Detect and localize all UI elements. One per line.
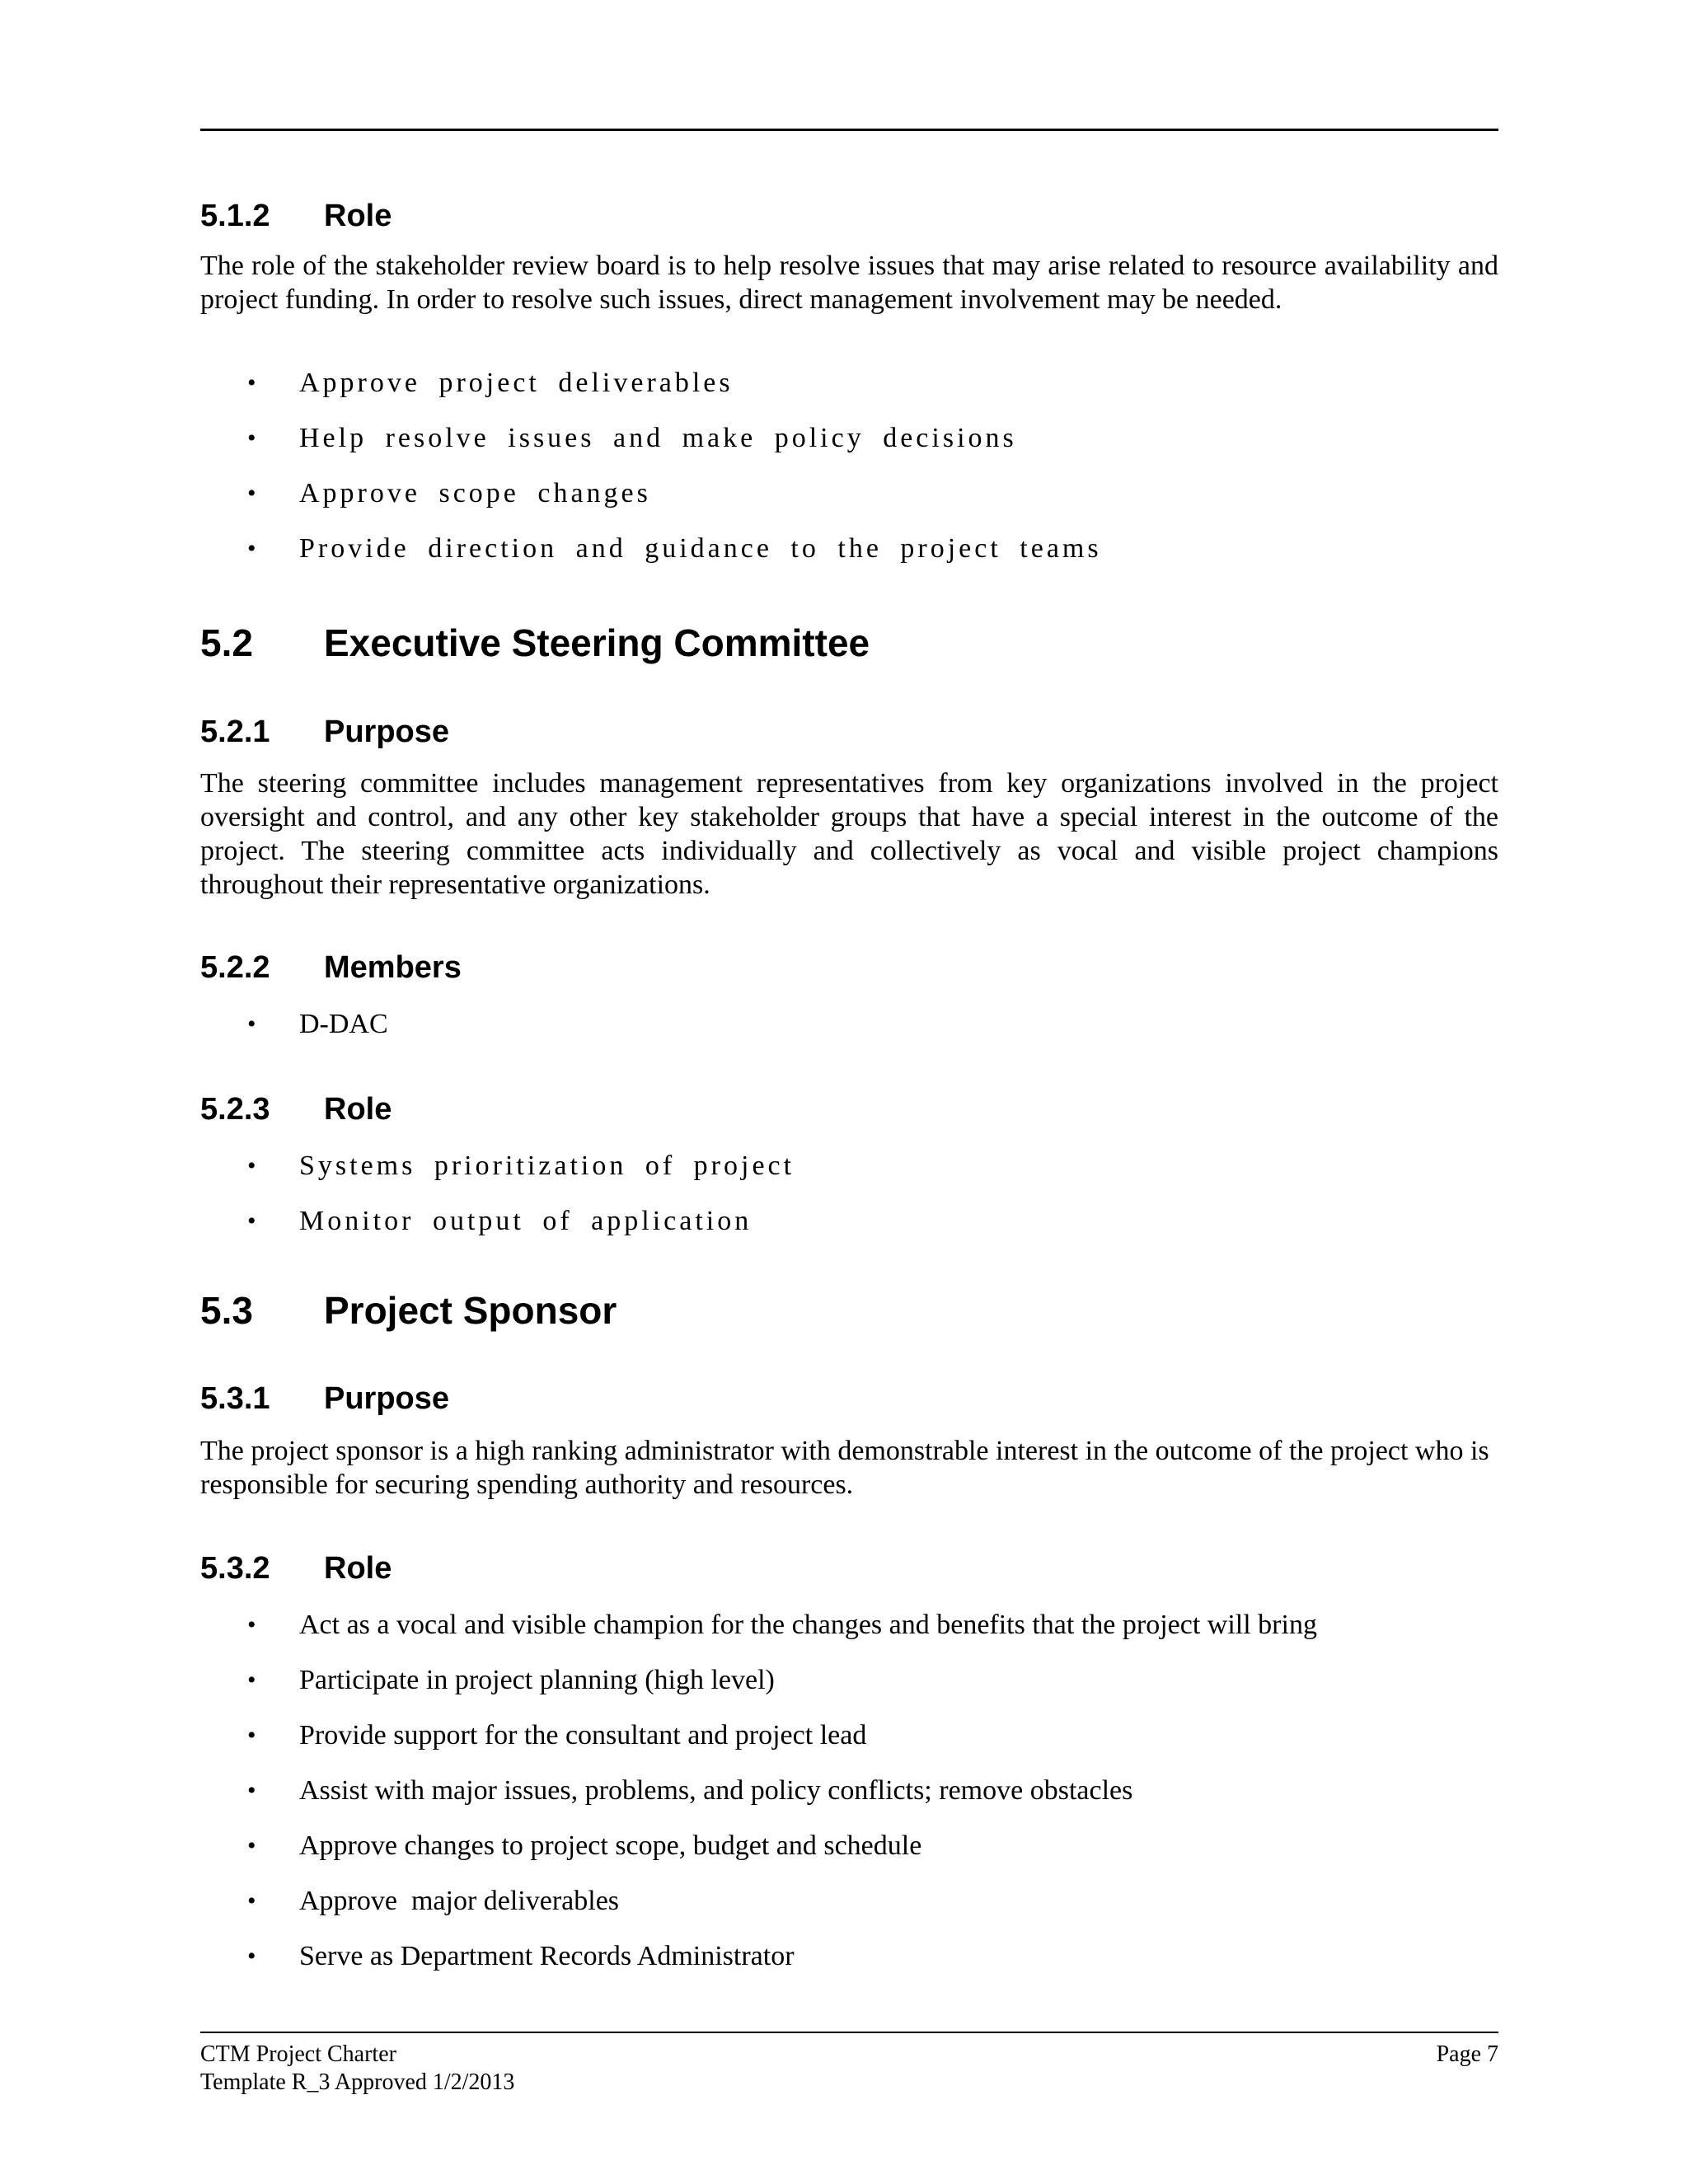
footer-doc-title: CTM Project Charter xyxy=(200,2041,396,2067)
role-paragraph: The role of the stakeholder review board is to help resolve issues that may arise related to resource availability and project funding. In order to resolve such issues, direct management involvement may be needed. xyxy=(200,251,1498,315)
bullet-icon: • xyxy=(247,1611,256,1638)
heading-number: 5.2.2 xyxy=(200,950,270,985)
bullet-icon: • xyxy=(247,480,256,507)
heading-number: 5.3.1 xyxy=(200,1381,270,1416)
bullet-icon: • xyxy=(247,1943,256,1970)
heading-5-3 xyxy=(200,1289,617,1332)
heading-number: 5.2 xyxy=(200,621,253,664)
bullet-icon: • xyxy=(247,1010,256,1038)
heading-title: Project Sponsor xyxy=(324,1289,617,1332)
footer-rule xyxy=(200,2032,1498,2033)
heading-number: 5.1.2 xyxy=(200,199,270,233)
bullet-icon: • xyxy=(247,1777,256,1804)
heading-5-2-3 xyxy=(200,1092,392,1127)
heading-number: 5.3 xyxy=(200,1289,253,1332)
heading-title: Role xyxy=(324,1551,392,1586)
bullet-icon: • xyxy=(247,1666,256,1694)
bullet-icon: • xyxy=(247,424,256,452)
bullet-icon: • xyxy=(247,1207,256,1235)
heading-number: 5.2.1 xyxy=(200,715,270,749)
bullet-icon: • xyxy=(247,535,256,562)
heading-title: Members xyxy=(324,950,462,985)
bullet-icon: • xyxy=(247,1832,256,1859)
heading-5-1-2 xyxy=(200,199,392,233)
heading-5-3-2 xyxy=(200,1551,392,1586)
document-page: 5.1.2 Role The role of the stakeholder review board is to help resolve issues that may arise related to resource availability and project funding. In order to resolve such issues, direct management involvement may be needed. • Approve project deliverables • Help resolve issues and make policy decisions • Approve scope changes • Provide direction and guidance to the project teams 5.2 Executive Steering Committee 5.2.1 Purpose The steering committee includes management representatives from key organizations involved in the project oversight and control, and any other key stakeholder groups that have a special interest in the outcome of the project. The steering committee acts individually and collectively as vocal and visible project champions throughout their representative organizations. 5.2.2 Members • D-DAC 5.2.3 Role • Systems prioritization of project • Monitor output of application 5.3 Project Sponsor 5.3.1 Purpose The project sponsor is a high ranking administrator with demonstrable interest in the outcome of the project who is responsible for securing spending authority and resources. 5.3.2 Role • Act as a vocal and visible champion for the changes and benefits that the project will bring • Participate in project planning (high level) • Provide support for the consultant and project lead • Assist with major issues, problems, and policy conflicts; remove obstacles • Approve changes to project scope, budget and schedule • Approve major deliverables • Serve as Department Records Administrator CTM Project Charter Template R_3 Approved 1/2/2013 Page 7 xyxy=(0,0,1688,2184)
bullet-icon: • xyxy=(247,1722,256,1749)
footer-template: Template R_3 Approved 1/2/2013 xyxy=(200,2069,515,2095)
heading-5-2-1 xyxy=(200,715,450,749)
heading-title: Role xyxy=(324,1092,392,1127)
bullet-icon: • xyxy=(247,1887,256,1915)
heading-5-2-2 xyxy=(200,950,462,985)
bullet-icon: • xyxy=(247,369,256,396)
bullet-icon: • xyxy=(247,1152,256,1179)
footer-page-number: Page 7 xyxy=(1436,2041,1498,2067)
heading-title: Purpose xyxy=(324,1381,450,1416)
header-rule xyxy=(200,129,1498,131)
heading-number: 5.2.3 xyxy=(200,1092,270,1127)
sponsor-purpose-paragraph: The project sponsor is a high ranking administrator with demonstrable interest in the outcome of the project who is responsible for securing spending authority and resources. xyxy=(200,1436,1489,1500)
heading-title: Role xyxy=(324,199,392,233)
heading-5-2 xyxy=(200,621,870,664)
heading-title: Executive Steering Committee xyxy=(324,621,870,664)
heading-5-3-1 xyxy=(200,1381,450,1416)
purpose-paragraph: The steering committee includes management representatives from key organizations involved in the project oversight and control, and any other key stakeholder groups that have a special interest in the outcome of the project. The steering committee acts individually and collectively as vocal and visible project champions throughout their representative organizations. xyxy=(200,768,1498,900)
heading-title: Purpose xyxy=(324,715,450,749)
heading-number: 5.3.2 xyxy=(200,1551,270,1586)
